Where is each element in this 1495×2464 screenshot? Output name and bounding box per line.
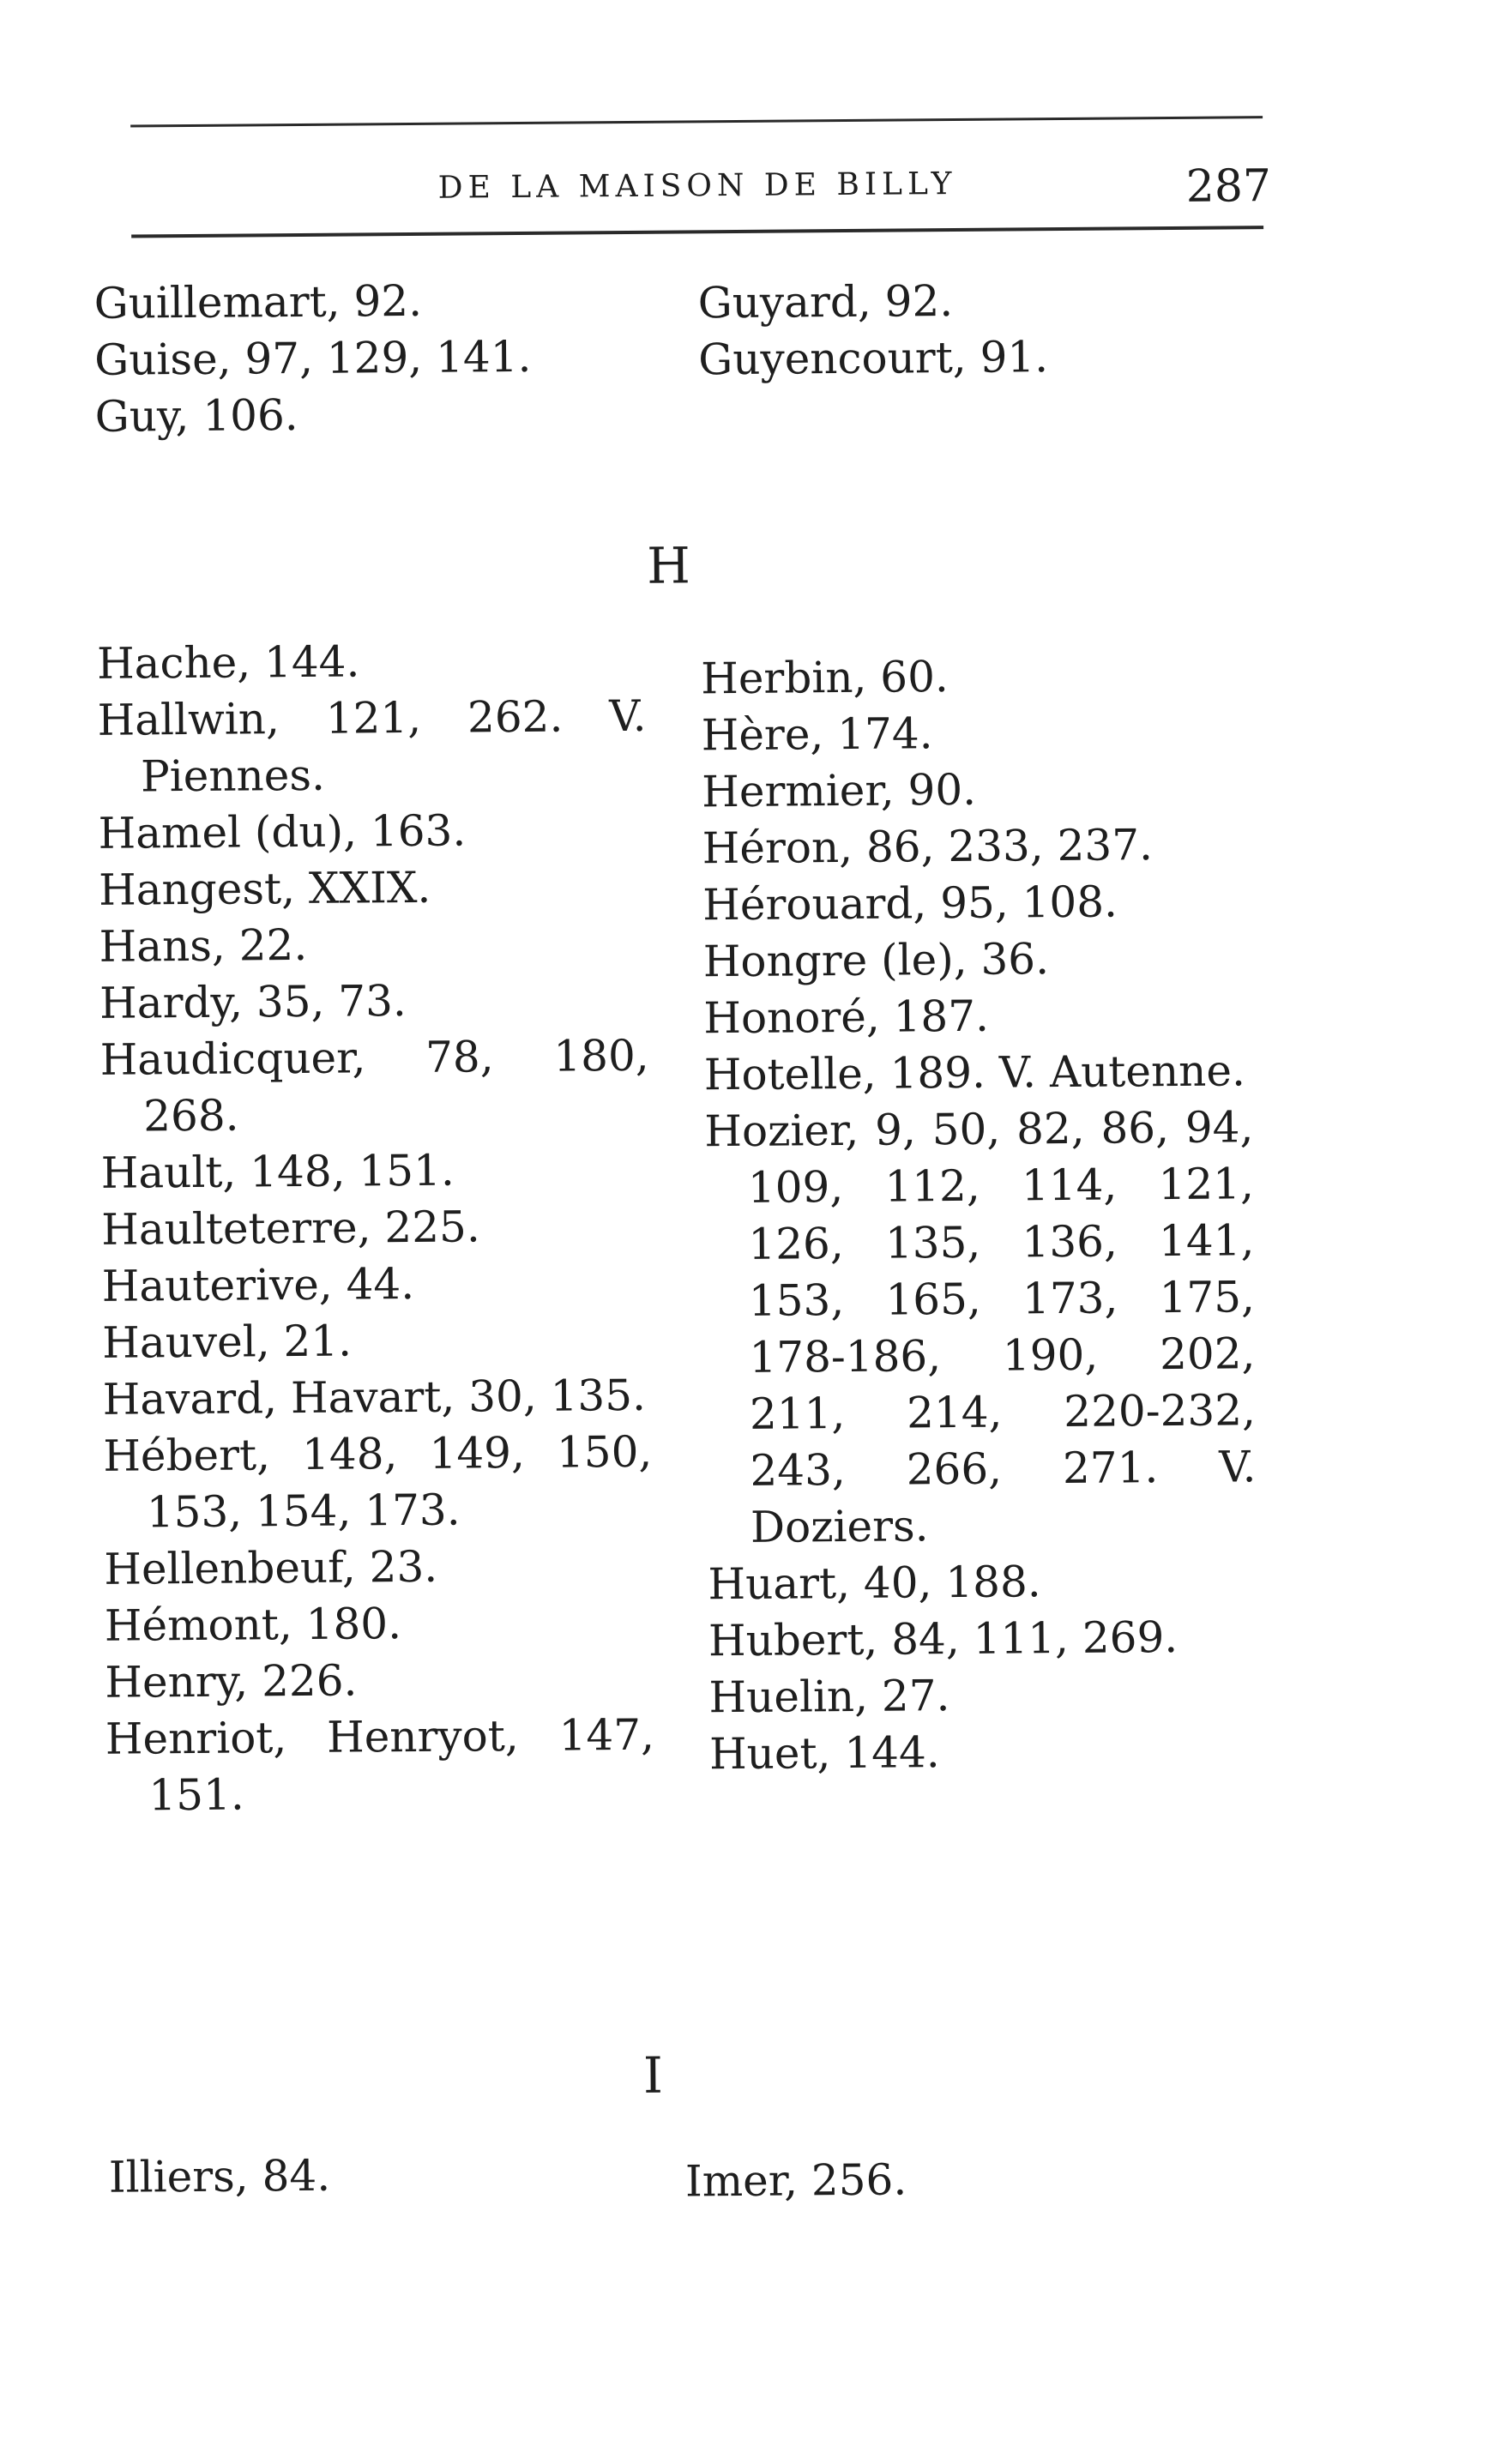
header-bottom-rule (131, 226, 1263, 238)
index-entry: Hans, 22. (99, 919, 308, 972)
index-entry: Henriot, Henryot, 147, 151. (105, 1709, 655, 1821)
index-column-right-h (701, 646, 1258, 1782)
index-entry: Hangest, XXIX. (98, 862, 431, 915)
index-entry: Hozier, 9, 50, 82, 86, 94, 109, 112, 114, 121, 126, 135, 136, 141, 153, 165, 173, 175, 178-186, 190, 202, 211, 214, 220-232, 243, 266, 271. V. Doziers. (704, 1102, 1257, 1552)
index-column-right-i (685, 2148, 1234, 2209)
index-entry: Hère, 174. (701, 708, 933, 761)
index-entry: Hubert, 84, 111, 269. (708, 1612, 1179, 1666)
index-entry: Hache, 144. (96, 636, 360, 689)
index-entry: Honoré, 187. (703, 991, 990, 1044)
index-entry: Hébert, 148, 149, 150, 153, 154, 173. (103, 1426, 653, 1538)
index-column-right-g (698, 270, 1248, 388)
section-letter-h: H (646, 536, 691, 595)
index-entry: Guillemart, 92. (93, 275, 423, 328)
index-entry: Hermier, 90. (702, 764, 977, 817)
index-entry: Hamel (du), 163. (98, 805, 467, 858)
index-entry: Henry, 226. (105, 1655, 358, 1708)
header-top-rule (130, 116, 1263, 127)
index-column-left-h (97, 631, 655, 1824)
index-entry: Huelin, 27. (708, 1671, 950, 1723)
index-entry: Guyard, 92. (697, 275, 954, 328)
index-entry: Haudicquer, 78, 180, 268. (99, 1030, 649, 1142)
section-letter-i: I (642, 2045, 664, 2105)
page-number: 287 (1185, 160, 1272, 213)
index-entry: Hardy, 35, 73. (99, 976, 407, 1028)
index-entry: Hauvel, 21. (102, 1316, 353, 1368)
index-entry: Herbin, 60. (700, 652, 949, 704)
index-entry: Héron, 86, 233, 237. (702, 820, 1154, 874)
index-entry: Havard, Havart, 30, 135. (102, 1370, 647, 1425)
index-entry: Guise, 97, 129, 141. (94, 331, 532, 385)
running-header-title: DE LA MAISON DE BILLY (437, 166, 957, 206)
index-column-left-i (109, 2145, 658, 2206)
index-column-left-g (94, 271, 645, 445)
index-entry: Hérouard, 95, 108. (702, 877, 1118, 931)
index-entry: Hauterive, 44. (101, 1258, 415, 1311)
index-entry: Guyencourt, 91. (698, 332, 1049, 385)
index-entry: Hotelle, 189. V. Autenne. (703, 1045, 1246, 1100)
index-entry: Huart, 40, 188. (708, 1557, 1041, 1610)
index-entry: Hongre (le), 36. (702, 934, 1050, 987)
index-entry: Hault, 148, 151. (100, 1145, 455, 1198)
index-entry: Imer, 256. (684, 2154, 907, 2207)
index-entry: Hémont, 180. (104, 1599, 402, 1651)
index-entry: Illiers, 84. (108, 2150, 331, 2202)
index-entry: Huet, 144. (708, 1727, 940, 1780)
index-entry: Hellenbeuf, 23. (104, 1541, 438, 1594)
index-entry: Haulteterre, 225. (101, 1202, 480, 1255)
index-entry: Guy, 106. (94, 389, 298, 442)
index-entry: Hallwin, 121, 262. V. Piennes. (97, 690, 647, 802)
